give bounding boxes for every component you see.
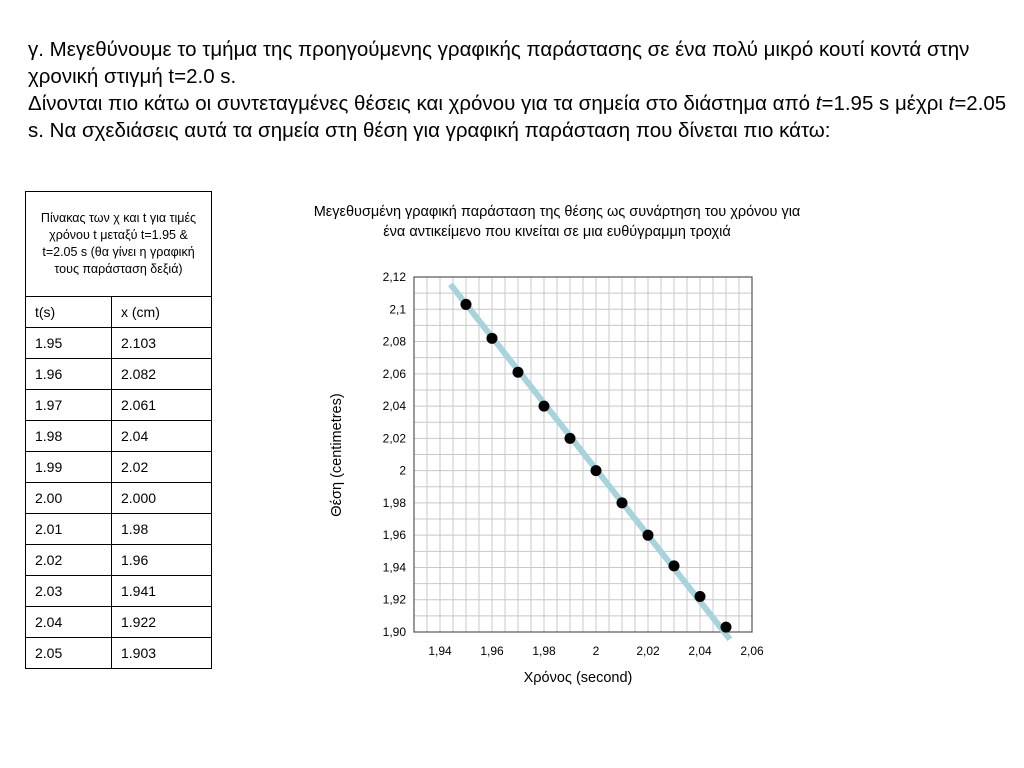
cell-time: 2.04 — [26, 607, 112, 638]
cell-time: 2.01 — [26, 514, 112, 545]
y-tick-label: 2 — [399, 463, 406, 478]
cell-time: 1.99 — [26, 452, 112, 483]
y-tick-label: 2,04 — [382, 399, 406, 414]
chart-title: Μεγεθυσμένη γραφική παράσταση της θέσης ως συνάρτηση του χρόνου για ένα αντικείμενο που κινείται σε μια ευθύγραμμη τροχιά — [313, 204, 801, 240]
y-tick-label: 2,02 — [382, 431, 406, 446]
y-axis-title: Θέση (centimetres) — [329, 393, 345, 517]
data-point — [669, 560, 680, 571]
t-symbol: t — [948, 92, 955, 115]
data-point — [487, 333, 498, 344]
x-axis-title: Χρόνος (second) — [523, 670, 633, 686]
data-point — [617, 497, 628, 508]
x-tick-label: 1,94 — [428, 644, 452, 658]
header-time: t(s) — [26, 297, 112, 328]
cell-position: 1.98 — [112, 514, 212, 545]
y-tick-label: 1,98 — [382, 495, 406, 510]
y-tick-label: 2,12 — [382, 270, 406, 284]
data-point — [513, 367, 524, 378]
data-point — [539, 401, 550, 412]
table-caption: Πίνακας των χ και t για τιμές χρόνου t μεταξύ t=1.95 & t=2.05 s (θα γίνει η γραφική τους παράσταση δεξιά) — [26, 192, 212, 297]
cell-position: 2.103 — [112, 328, 212, 359]
cell-position: 2.082 — [112, 359, 212, 390]
data-point — [643, 530, 654, 541]
x-tick-label: 2,06 — [740, 644, 764, 658]
cell-position: 2.061 — [112, 390, 212, 421]
cell-time: 1.95 — [26, 328, 112, 359]
intro-line-2-mid: =1.95 s μέχρι — [821, 92, 949, 115]
y-tick-label: 1,90 — [382, 625, 406, 639]
y-tick-label: 2,1 — [389, 302, 406, 317]
data-point — [591, 465, 602, 476]
data-point — [721, 622, 732, 633]
cell-position: 2.04 — [112, 421, 212, 452]
header-position: x (cm) — [112, 297, 212, 328]
cell-time: 2.00 — [26, 483, 112, 514]
y-tick-label: 2,06 — [382, 366, 406, 381]
cell-time: 2.03 — [26, 576, 112, 607]
cell-position: 1.922 — [112, 607, 212, 638]
cell-position: 1.941 — [112, 576, 212, 607]
cell-time: 1.96 — [26, 359, 112, 390]
intro-line-2-post: =2.05 s. Να σχεδιάσεις αυτά τα σημεία στη θέση για γραφική παράσταση που δίνεται πιο κάτω: — [28, 92, 1007, 142]
x-tick-label: 1,96 — [480, 644, 504, 658]
data-point — [461, 299, 472, 310]
t-symbol: t — [815, 92, 822, 115]
y-tick-label: 1,96 — [382, 528, 406, 543]
cell-position: 2.02 — [112, 452, 212, 483]
cell-time: 2.05 — [26, 638, 112, 669]
x-tick-label: 1,98 — [532, 644, 556, 658]
x-tick-label: 2 — [592, 644, 600, 658]
intro-line-2-pre: Δίνονται πιο κάτω οι συντεταγμένες θέσεις και χρόνου για τα σημεία στο διάστημα από — [28, 92, 816, 115]
intro-line-1: γ. Μεγεθύνουμε το τμήμα της προηγούμενης γραφικής παράστασης σε ένα πολύ μικρό κουτί κοντά στην χρονική στιγμή t=2.0 s. — [28, 38, 970, 88]
cell-position: 1.96 — [112, 545, 212, 576]
cell-position: 2.000 — [112, 483, 212, 514]
x-tick-label: 2,02 — [636, 644, 660, 658]
data-point — [695, 591, 706, 602]
y-tick-label: 1,94 — [382, 560, 406, 575]
y-tick-label: 2,08 — [382, 334, 406, 349]
x-tick-label: 2,04 — [688, 644, 712, 658]
cell-time: 2.02 — [26, 545, 112, 576]
data-point — [565, 433, 576, 444]
cell-time: 1.98 — [26, 421, 112, 452]
cell-time: 1.97 — [26, 390, 112, 421]
y-tick-label: 1,92 — [382, 592, 406, 607]
cell-position: 1.903 — [112, 638, 212, 669]
